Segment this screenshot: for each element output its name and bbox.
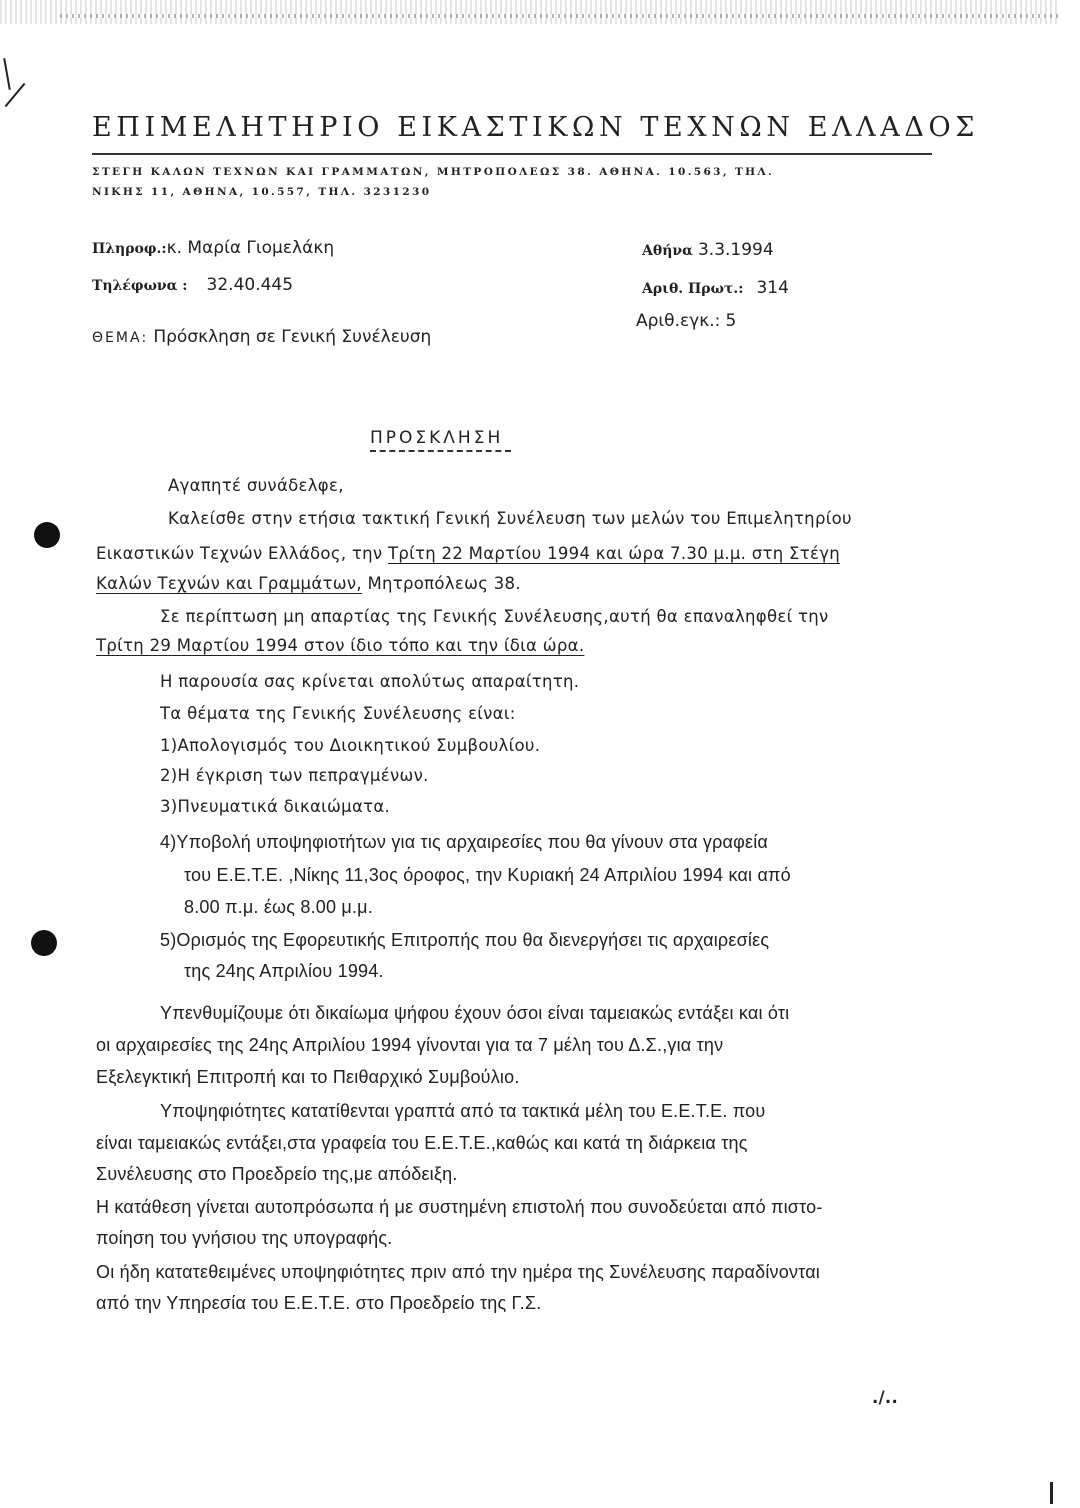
agenda-item-4-line-2: του Ε.Ε.Τ.Ε. ,Νίκης 11,3ος όροφος, την Κυριακή 24 Απριλίου 1994 και από [184,865,791,885]
paragraph-6-line-6: Οι ήδη κατατεθειμένες υποψηφιότητες πριν από την ημέρα της Συνέλευσης παραδίνονται [96,1262,821,1282]
paragraph-4: Τα θέματα της Γενικής Συνέλευσης είναι: [160,704,516,723]
agenda-item-1: 1)Απολογισμός του Διοικητικού Συμβουλίου. [160,736,541,755]
phone-value: 32.40.445 [206,275,294,295]
punch-hole [34,522,60,548]
date-row [642,240,774,260]
scan-noise-line [60,14,1060,18]
protocol-label: Αριθ. Πρωτ.: [642,281,744,297]
subject-value: Πρόσκληση σε Γενική Συνέλευση [153,327,432,347]
circular-label: Αριθ.εγκ.: [636,311,721,331]
paragraph-1-line-2 [96,544,840,563]
paragraph-2-line-2: Τρίτη 29 Μαρτίου 1994 στον ίδιο τόπο και την ίδια ώρα. [96,636,585,655]
paragraph-6-line-5: ποίηση του γνήσιου της υπογραφής. [96,1228,393,1248]
paragraph-3: Η παρουσία σας κρίνεται απολύτως απαραίτητη. [160,672,580,691]
info-label: Πληροφ.: [92,241,167,257]
paragraph-6-line-4: Η κατάθεση γίνεται αυτοπρόσωπα ή με συστημένη επιστολή που συνοδεύεται από πιστο- [96,1197,823,1217]
agenda-item-3: 3)Πνευματικά δικαιώματα. [160,797,391,816]
circular-value: 5 [725,311,737,331]
scan-noise-band [0,0,1060,24]
address-line-2: ΝΙΚΗΣ 11, ΑΘΗΝΑ, 10.557, ΤΗΛ. 3231230 [92,186,432,198]
protocol-value: 314 [756,278,789,298]
text: Εικαστικών Τεχνών Ελλάδος, την [96,544,388,563]
letterhead-rule [92,153,932,155]
scan-edge-mark [1050,1482,1053,1504]
address-line-1: ΣΤΕΓΗ ΚΑΛΩΝ ΤΕΧΝΩΝ ΚΑΙ ΓΡΑΜΜΑΤΩΝ, ΜΗΤΡΟΠΟΛΕΩΣ 38. ΑΘΗΝΑ. 10.563, ΤΗΛ. [92,166,775,178]
paragraph-5-line-2: οι αρχαιρεσίες της 24ης Απριλίου 1994 γίνονται για τα 7 μέλη του Δ.Σ.,για την [96,1035,724,1055]
paragraph-6-line-7: από την Υπηρεσία του Ε.Ε.Τ.Ε. στο Προεδρείο της Γ.Σ. [96,1293,542,1313]
paragraph-5-line-1: Υπενθυμίζουμε ότι δικαίωμα ψήφου έχουν όσοι είναι ταμειακώς εντάξει και ότι [160,1003,790,1023]
paragraph-6-line-1: Υποψηφιότητες κατατίθενται γραπτά από τα τακτικά μέλη του Ε.Ε.Τ.Ε. που [160,1101,766,1121]
paragraph-1-line-1: Καλείσθε στην ετήσια τακτική Γενική Συνέλευση των μελών του Επιμελητηρίου [168,509,852,528]
info-row [92,238,334,258]
text: Μητροπόλεως 38. [361,574,521,593]
letter-heading: ΠΡΟΣΚΛΗΣΗ [370,428,511,452]
info-value: κ. Μαρία Γιομελάκη [166,238,335,258]
agenda-item-4-line-1: 4)Υποβολή υποψηφιοτήτων για τις αρχαιρεσίες που θα γίνουν στα γραφεία [160,832,769,852]
meeting-date-text: Τρίτη 22 Μαρτίου 1994 και ώρα 7.30 μ.μ. στη Στέγη [387,544,841,563]
paragraph-6-line-2: είναι ταμειακώς εντάξει,στα γραφεία του Ε.Ε.Τ.Ε.,καθώς και κατά τη διάρκεια της [96,1133,748,1153]
phone-row [92,275,293,295]
organization-title: ΕΠΙΜΕΛΗΤΗΡΙΟ ΕΙΚΑΣΤΙΚΩΝ ΤΕΧΝΩΝ ΕΛΛΑΔΟΣ [92,112,979,143]
paragraph-5-line-3: Εξελεγκτική Επιτροπή και το Πειθαρχικό Συμβούλιο. [96,1067,520,1087]
date-value: 3.3.1994 [697,240,774,260]
phone-label: Τηλέφωνα : [92,278,188,294]
paragraph-6-line-3: Συνέλευσης στο Προεδρείο της,με απόδειξη. [96,1164,458,1184]
subject-label: ΘΕΜΑ: [92,330,149,346]
continuation-mark: ./.. [872,1388,899,1407]
greeting: Αγαπητέ συνάδελφε, [168,476,344,495]
agenda-item-5-line-1: 5)Ορισμός της Εφορευτικής Επιτροπής που θα διενεργήσει τις αρχαιρεσίες [160,930,770,950]
paragraph-1-line-3 [96,574,521,593]
city-label: Αθήνα [642,243,693,259]
agenda-item-4-line-3: 8.00 π.μ. έως 8.00 μ.μ. [184,897,373,917]
agenda-item-5-line-2: της 24ης Απριλίου 1994. [184,961,384,981]
punch-hole [31,930,57,956]
paragraph-2-line-1: Σε περίπτωση μη απαρτίας της Γενικής Συνέλευσης,αυτή θα επαναληφθεί την [160,607,829,626]
venue-text: Καλών Τεχνών και Γραμμάτων, [96,574,362,593]
protocol-row [642,278,789,298]
pen-mark [3,58,11,90]
circular-row [636,311,736,331]
subject-row [92,327,431,347]
agenda-item-2: 2)Η έγκριση των πεπραγμένων. [160,766,429,785]
